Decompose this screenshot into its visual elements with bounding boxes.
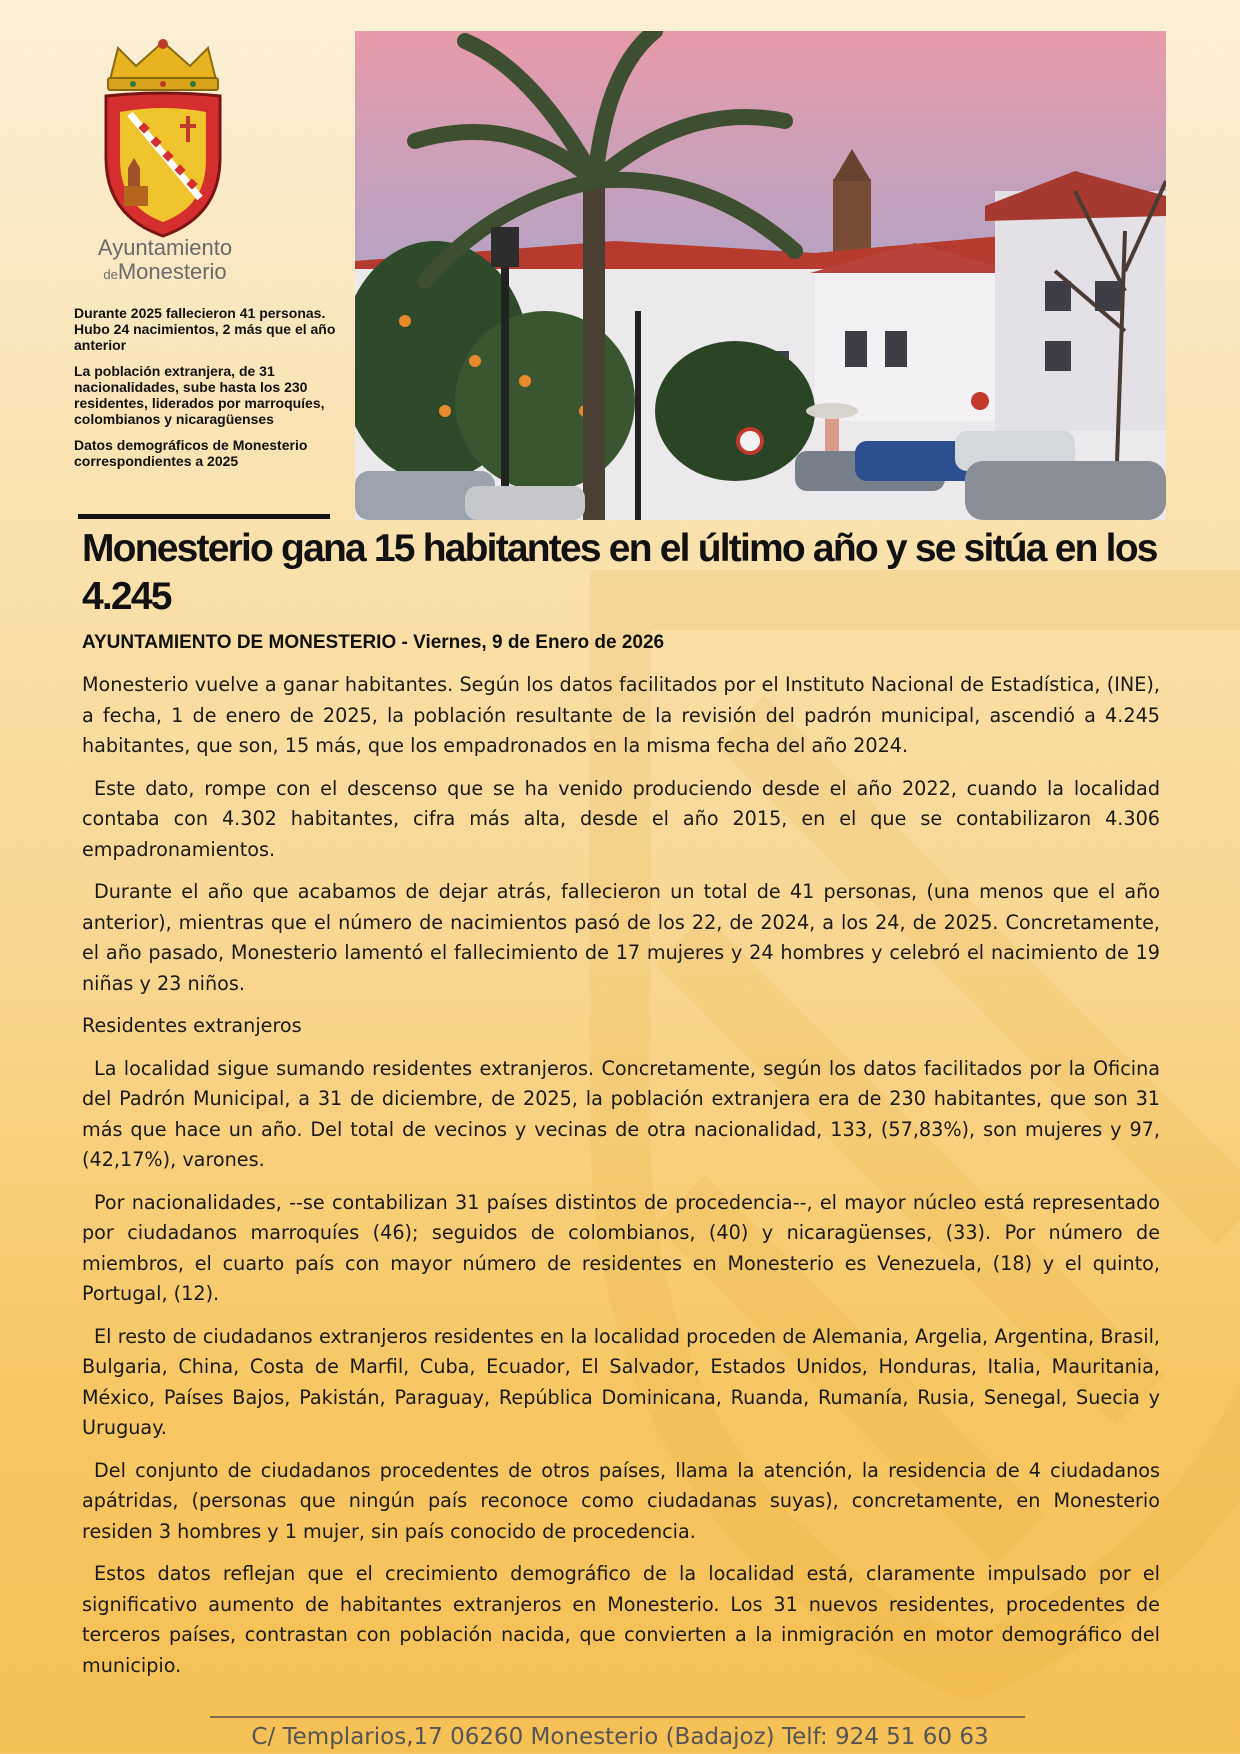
sidebar-divider	[78, 514, 330, 519]
article-headline: Monesterio gana 15 habitantes en el último año y se sitúa en los 4.245	[82, 527, 1157, 618]
article-paragraph: Estos datos reflejan que el crecimiento demográfico de la localidad está, claramente impulsado por el significativo aumento de habitantes extranjeros en Monesterio. Los 31 nuevos residentes, procedentes de terceros países, contrastan con población nacida, que convierten a la inmigración en motor demográfico del municipio.	[82, 1562, 1160, 1677]
article-paragraph: Monesterio vuelve a ganar habitantes. Según los datos facilitados por el Instituto Nacional de Estadística, (INE), a fecha, 1 de enero de 2025, la población resultante de la revisión del padrón municipal, ascendió a 4.245 habitantes, que son, 15 más, que los empadronados en la misma fecha del año 2024.	[82, 673, 1160, 757]
crest-caption-line1: Ayuntamiento	[97, 235, 233, 260]
article-subheading: Residentes extranjeros	[82, 1014, 302, 1037]
crest-caption-line2: deMonesterio	[103, 259, 227, 284]
crest-caption	[70, 236, 260, 287]
town-square-photo	[355, 31, 1166, 520]
town-crest-logo	[88, 38, 238, 238]
highlight-item: Datos demográficos de Monesterio correspondientes a 2025	[74, 437, 308, 469]
footer-divider	[210, 1716, 1025, 1718]
article-paragraph: La localidad sigue sumando residentes extranjeros. Concretamente, según los datos facilitados por la Oficina del Padrón Municipal, a 31 de diciembre, de 2025, la población extranjera era de 230 habitantes, que son 31 más que hace un año. Del total de vecinos y vecinas de otra nacionalidad, 133, (57,83%), son mujeres y 97, (42,17%), varones.	[82, 1056, 1160, 1171]
article-paragraph: El resto de ciudadanos extranjeros residentes en la localidad proceden de Alemania, Argelia, Argentina, Brasil, Bulgaria, China, Costa de Marfil, Cuba, Ecuador, El Salvador, Estados Unidos, Honduras, Italia, Mauritania, México, Países Bajos, Pakistán, Paraguay, República Dominicana, Ruanda, Rumanía, Rusia, Senegal, Suecia y Uruguay.	[82, 1324, 1160, 1439]
article-paragraph: Por nacionalidades, --se contabilizan 31 países distintos de procedencia--, el mayor núcleo está representado por ciudadanos marroquíes (46); seguidos de colombianos, (40) y nicaragüenses, (33). Por número de miembros, el cuarto país con mayor número de residentes en Monesterio es Venezuela, (18) y el quinto, Portugal, (12).	[82, 1190, 1160, 1305]
sidebar-highlights	[74, 305, 342, 479]
article-paragraph: Durante el año que acabamos de dejar atrás, fallecieron un total de 41 personas, (una menos que el año anterior), mientras que el número de nacimientos pasó de los 22, de 2024, a los 24, de 2025. Concretamente, el año pasado, Monesterio lamentó el fallecimiento de 17 mujeres y 24 hombres y celebró el nacimiento de 19 niñas y 23 niños.	[82, 880, 1160, 995]
article-paragraph: Del conjunto de ciudadanos procedentes de otros países, llama la atención, la residencia de 4 ciudadanos apátridas, (personas que ningún país reconoce como ciudadanas suyas), concretamente, en Monesterio residen 3 hombres y 1 mujer, sin país conocido de procedencia.	[82, 1458, 1160, 1543]
shield-icon	[106, 93, 220, 236]
crown-icon	[108, 39, 218, 90]
article-paragraph: Este dato, rompe con el descenso que se ha venido produciendo desde el año 2022, cuando la localidad contaba con 4.302 habitantes, cifra más alta, desde el año 2015, en el que se contabilizaron 4.306 empadronamientos.	[82, 776, 1160, 861]
highlight-item: La población extranjera, de 31 nacionalidades, sube hasta los 230 residentes, liderados por marroquíes, colombianos y nicaragüenses	[74, 363, 325, 427]
article-byline: AYUNTAMIENTO DE MONESTERIO - Viernes, 9 de Enero de 2026	[82, 632, 665, 653]
highlight-item: Durante 2025 fallecieron 41 personas. Hubo 24 nacimientos, 2 más que el año anterior	[74, 305, 336, 353]
article-body	[82, 670, 1160, 1693]
footer-address: C/ Templarios,17 06260 Monesterio (Badajoz) Telf: 924 51 60 63	[251, 1724, 989, 1750]
